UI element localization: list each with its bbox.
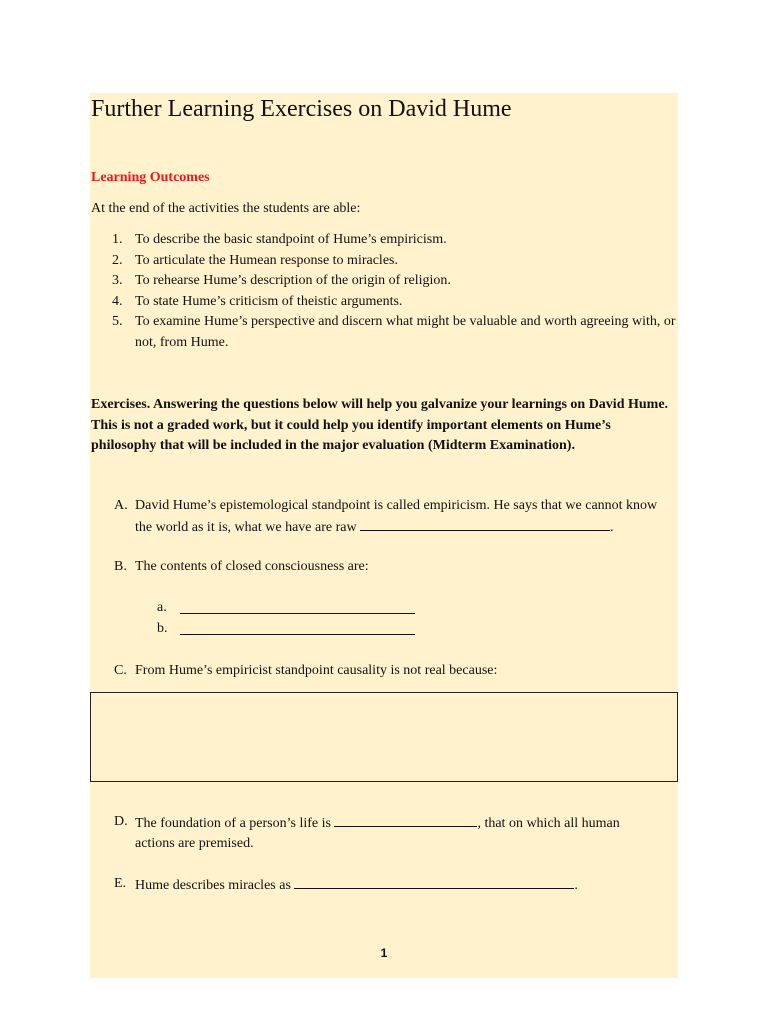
- fill-in-blank[interactable]: [294, 874, 574, 889]
- fill-in-blank[interactable]: [180, 613, 415, 614]
- question-text-end: .: [574, 878, 578, 893]
- learning-outcomes-list: [90, 230, 678, 353]
- question-text-end: .: [610, 520, 614, 535]
- answer-box[interactable]: [90, 692, 678, 782]
- list-text: To articulate the Humean response to miracles.: [135, 252, 398, 268]
- outcomes-intro: At the end of the activities the students are able:: [91, 201, 361, 216]
- list-number: 4.: [112, 293, 123, 309]
- question-text: The contents of closed consciousness are:: [135, 559, 369, 574]
- question-text: David Hume’s epistemological standpoint is called empiricism. He says that we cannot know the world as it is, what we have are raw: [135, 498, 658, 535]
- list-item: [90, 292, 678, 313]
- question-text: Hume describes miracles as: [135, 878, 295, 893]
- question-letter: A.: [114, 498, 128, 513]
- fill-in-blank[interactable]: [180, 634, 415, 635]
- list-number: 2.: [112, 252, 123, 268]
- list-number: 1.: [112, 232, 123, 247]
- list-number: 5.: [112, 314, 123, 329]
- list-item: [90, 230, 678, 251]
- sub-letter: a.: [157, 600, 167, 615]
- question-letter: D.: [114, 814, 128, 829]
- list-item: [90, 271, 678, 292]
- question-text: The foundation of a person’s life is: [135, 816, 335, 831]
- question-text: From Hume’s empiricist standpoint causality is not real because:: [135, 663, 498, 678]
- learning-outcomes-heading: Learning Outcomes: [91, 170, 210, 185]
- page-title: Further Learning Exercises on David Hume: [91, 96, 512, 122]
- exercises-intro: Exercises. Answering the questions below will help you galvanize your learnings on David Hume. This is not a graded work, but it could help you identify important elements on Hume’s philosophy that will be included in the major evaluation (Midterm Examination).: [91, 397, 669, 453]
- page-number: 1: [380, 946, 388, 960]
- list-text: To rehearse Hume’s description of the origin of religion.: [135, 273, 451, 288]
- list-number: 3.: [112, 273, 123, 288]
- list-text: To examine Hume’s perspective and discern what might be valuable and worth agreeing with, or not, from Hume.: [135, 314, 676, 350]
- list-item: [90, 251, 678, 272]
- sub-letter: b.: [157, 621, 168, 636]
- list-text: To describe the basic standpoint of Hume’s empiricism.: [135, 232, 447, 247]
- fill-in-blank[interactable]: [334, 812, 477, 827]
- fill-in-blank[interactable]: [360, 516, 610, 531]
- question-letter: E.: [114, 876, 127, 891]
- list-item: [90, 312, 678, 353]
- question-text-end: , that on which all human actions are premised.: [135, 816, 620, 851]
- question-letter: C.: [114, 663, 127, 678]
- question-letter: B.: [114, 559, 127, 574]
- list-text: To state Hume’s criticism of theistic arguments.: [135, 293, 403, 309]
